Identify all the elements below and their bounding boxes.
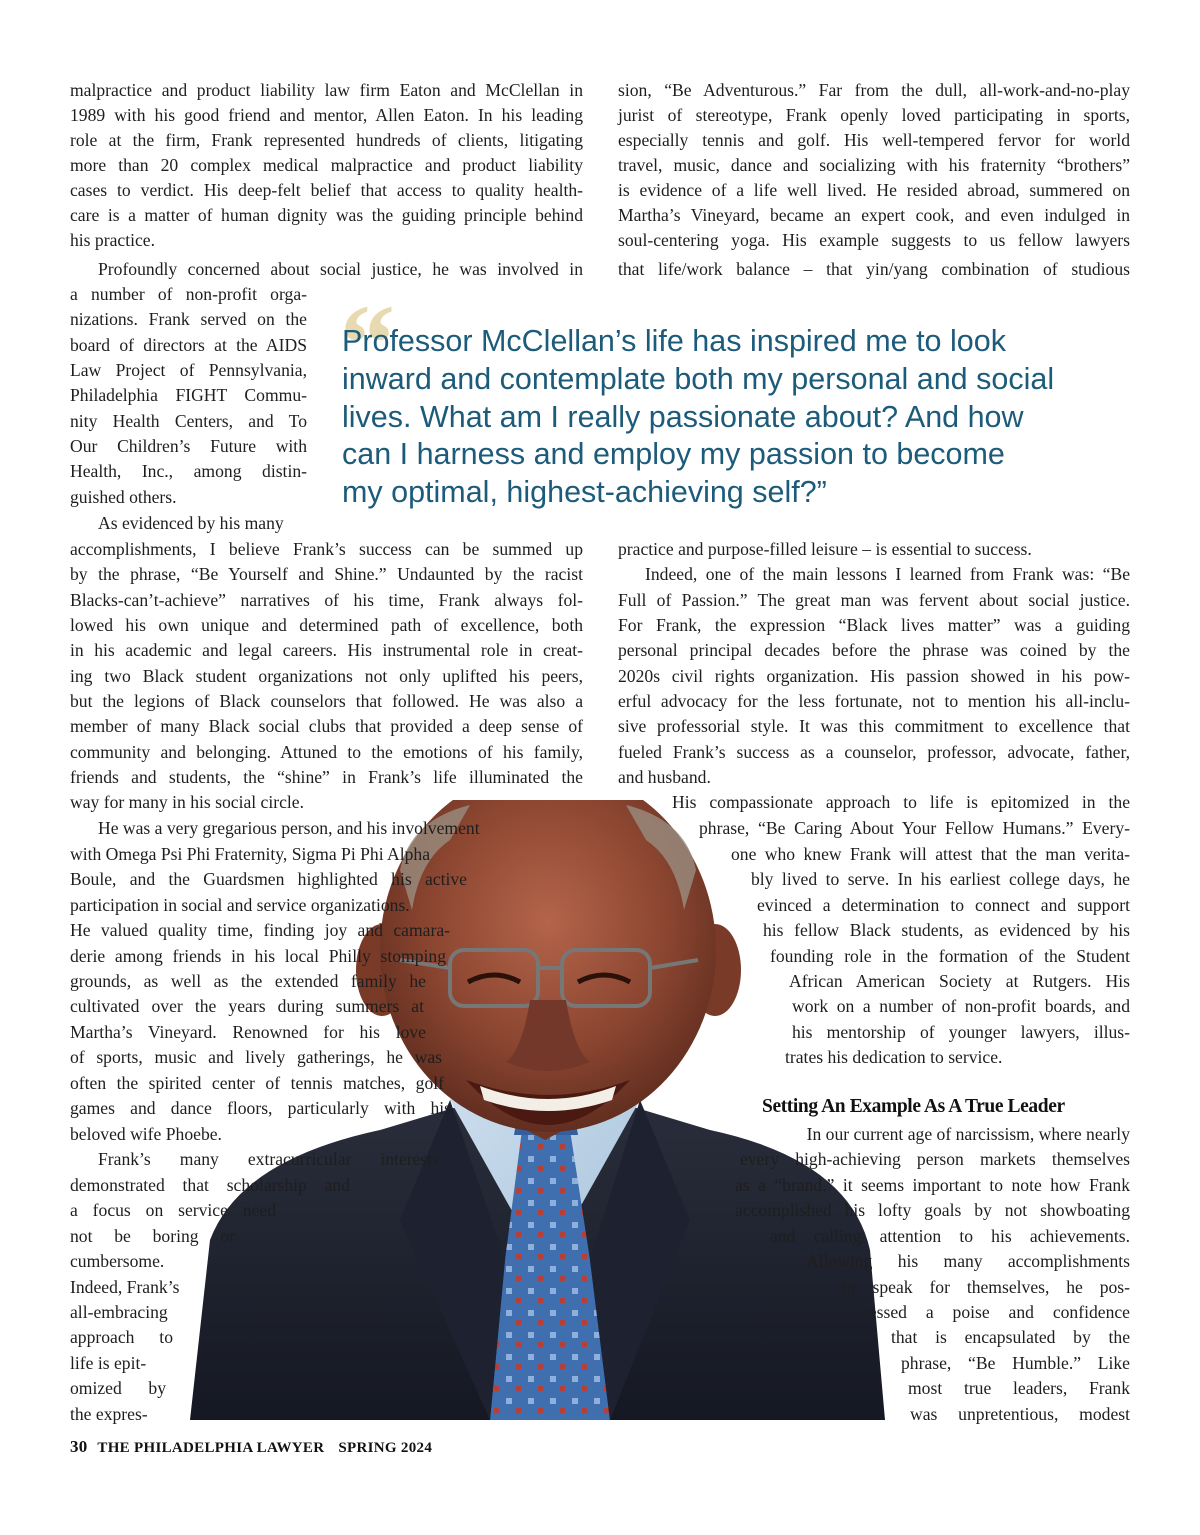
text-line: derie among friends in his local Philly stomping (70, 946, 446, 966)
text-line: soul-centering yoga. His example suggests to us fellow lawyers (618, 230, 1130, 250)
text-line: all-embracing (70, 1302, 168, 1322)
text-line: work on a number of non-profit boards, and (792, 996, 1130, 1016)
text-line: beloved wife Phoebe. (70, 1124, 222, 1144)
text-line: jurist of stereotype, Frank openly loved participating in sports, (618, 105, 1130, 125)
text-line: every high-achieving person markets themselves (740, 1149, 1130, 1169)
text-line: erful advocacy for the less fortunate, not to mention his all-inclu- (618, 691, 1130, 711)
text-line: nizations. Frank served on the (70, 309, 307, 329)
text-line: of sports, music and lively gatherings, he was (70, 1047, 442, 1067)
text-line: accomplishments, I believe Frank’s success can be summed up (70, 539, 583, 559)
text-line: cultivated over the years during summers at (70, 996, 424, 1016)
text-line: fueled Frank’s success as a counselor, professor, advocate, father, (618, 742, 1130, 762)
text-line: Allowing his many accomplishments (806, 1251, 1130, 1271)
text-line: grounds, as well as the extended family he (70, 971, 426, 991)
text-line: sion, “Be Adventurous.” Far from the dull, all-work-and-no-play (618, 80, 1130, 100)
text-line: but the legions of Black counselors that followed. He was also a (70, 691, 583, 711)
text-line: Indeed, Frank’s (70, 1277, 180, 1297)
text-line: role at the firm, Frank represented hundreds of clients, litigating (70, 130, 583, 150)
text-line: sive professorial style. It was this commitment to excellence that (618, 716, 1130, 736)
text-line: practice and purpose-filled leisure – is essential to success. (618, 539, 1032, 559)
text-line: Profoundly concerned about social justice, he was involved in (98, 259, 583, 279)
text-line: Law Project of Pennsylvania, (70, 360, 307, 380)
text-line: the expres- (70, 1404, 148, 1424)
text-line: phrase, “Be Caring About Your Fellow Humans.” Every- (699, 818, 1130, 838)
text-line: personal principal decades before the phrase was coined by the (618, 640, 1130, 660)
text-line: African American Society at Rutgers. His (789, 971, 1130, 991)
text-line: Philadelphia FIGHT Commu- (70, 385, 307, 405)
text-line: not be boring or (70, 1226, 235, 1246)
text-line: Full of Passion.” The great man was fervent about social justice. (618, 590, 1130, 610)
text-line: Martha’s Vineyard. Renowned for his love (70, 1022, 426, 1042)
text-line: especially tennis and golf. His well-tempered fervor for world (618, 130, 1130, 150)
text-line: board of directors at the AIDS (70, 335, 307, 355)
text-line: He was a very gregarious person, and his involvement (98, 818, 480, 838)
text-line: most true leaders, Frank (908, 1378, 1130, 1398)
text-line: trates his dedication to service. (785, 1047, 1003, 1067)
text-line: member of many Black social clubs that provided a deep sense of (70, 716, 583, 736)
section-heading: Setting An Example As A True Leader (762, 1096, 1065, 1117)
text-line: care is a matter of human dignity was the guiding principle behind (70, 205, 583, 225)
text-line: Blacks-can’t-achieve” narratives of his time, Frank always fol- (70, 590, 583, 610)
text-line: accomplished his lofty goals by not showboating (735, 1200, 1130, 1220)
text-line: bly lived to serve. In his earliest college days, he (751, 869, 1130, 889)
text-line: demonstrated that scholarship and (70, 1175, 350, 1195)
text-line: Our Children’s Future with (70, 436, 307, 456)
text-line: cumbersome. (70, 1251, 165, 1271)
text-line: nity Health Centers, and To (70, 411, 307, 431)
text-line: is evidence of a life well lived. He resided abroad, summered on (618, 180, 1130, 200)
text-line: malpractice and product liability law firm Eaton and McClellan in (70, 80, 583, 100)
text-line: ing two Black student organizations not only uplifted his peers, (70, 666, 583, 686)
text-line: often the spirited center of tennis matches, golf (70, 1073, 444, 1093)
text-line: cases to verdict. His deep-felt belief that access to quality health- (70, 180, 583, 200)
pull-quote-line: my optimal, highest-achieving self?” (342, 475, 827, 509)
text-line: a focus on service need (70, 1200, 276, 1220)
text-line: 2020s civil rights organization. His passion showed in his pow- (618, 666, 1130, 686)
text-line: community and belonging. Attuned to the emotions of his family, (70, 742, 583, 762)
pull-quote-line: Professor McClellan’s life has inspired me to look (342, 324, 1006, 358)
text-line: to speak for themselves, he pos- (842, 1277, 1130, 1297)
text-line: in his academic and legal careers. His instrumental role in creat- (70, 640, 583, 660)
text-line: In our current age of narcissism, where nearly (806, 1124, 1130, 1144)
text-line: his mentorship of younger lawyers, illus- (792, 1022, 1130, 1042)
text-line: his fellow Black students, as evidenced by his (763, 920, 1130, 940)
pull-quote-line: can I harness and employ my passion to become (342, 437, 1005, 471)
text-line: Boule, and the Guardsmen highlighted his active (70, 869, 467, 889)
pull-quote-line: inward and contemplate both my personal and social (342, 362, 1055, 396)
text-line: Indeed, one of the main lessons I learned from Frank was: “Be (645, 564, 1130, 584)
quote-mark-icon: “ (340, 282, 395, 404)
text-line: a number of non-profit orga- (70, 284, 307, 304)
text-line: omized by (70, 1378, 166, 1398)
text-line: and husband. (618, 767, 711, 787)
text-line: participation in social and service organizations. (70, 895, 410, 915)
text-line: sessed a poise and confidence (862, 1302, 1130, 1322)
text-line: as a “brand,” it seems important to note how Frank (735, 1175, 1130, 1195)
text-line: more than 20 complex medical malpractice and product liability (70, 155, 583, 175)
text-line: life is epit- (70, 1353, 147, 1373)
text-line: He valued quality time, finding joy and camara- (70, 920, 450, 940)
text-line: guished others. (70, 487, 177, 507)
text-line: For Frank, the expression “Black lives matter” was a guiding (618, 615, 1130, 635)
text-line: and calling attention to his achievements. (770, 1226, 1130, 1246)
text-line: his practice. (70, 230, 155, 250)
text-line: approach to (70, 1327, 173, 1347)
text-line: Frank’s many extracurricular interests (98, 1149, 439, 1169)
text-line: phrase, “Be Humble.” Like (901, 1353, 1130, 1373)
text-line: was unpretentious, modest (910, 1404, 1130, 1424)
text-line: that life/work balance – that yin/yang combination of studious (618, 259, 1130, 279)
publication-name: THE PHILADELPHIA LAWYER (97, 1440, 325, 1456)
text-line: travel, music, dance and socializing with his fraternity “brothers” (618, 155, 1130, 175)
text-line: friends and students, the “shine” in Frank’s life illuminated the (70, 767, 583, 787)
text-line: As evidenced by his many (98, 513, 284, 533)
text-line: by the phrase, “Be Yourself and Shine.” Undaunted by the racist (70, 564, 583, 584)
text-line: Martha’s Vineyard, became an expert cook, and even indulged in (618, 205, 1130, 225)
issue-label: SPRING 2024 (338, 1440, 433, 1456)
pull-quote-line: lives. What am I really passionate about? And how (342, 400, 1024, 434)
page-number: 30 (70, 1437, 88, 1456)
text-line: one who knew Frank will attest that the man verita- (731, 844, 1130, 864)
text-line: Health, Inc., among distin- (70, 461, 307, 481)
text-line: way for many in his social circle. (70, 792, 305, 812)
text-line: games and dance floors, particularly with his (70, 1098, 451, 1118)
page-footer (70, 1435, 432, 1459)
text-line: founding role in the formation of the Student (770, 946, 1130, 966)
text-line: evinced a determination to connect and support (757, 895, 1130, 915)
text-line: 1989 with his good friend and mentor, Allen Eaton. In his leading (70, 105, 583, 125)
text-line: His compassionate approach to life is epitomized in the (672, 792, 1130, 812)
text-line: with Omega Psi Phi Fraternity, Sigma Pi Phi Alpha (70, 844, 431, 864)
text-line: lowed his own unique and determined path of excellence, both (70, 615, 583, 635)
text-line: that is encapsulated by the (891, 1327, 1130, 1347)
